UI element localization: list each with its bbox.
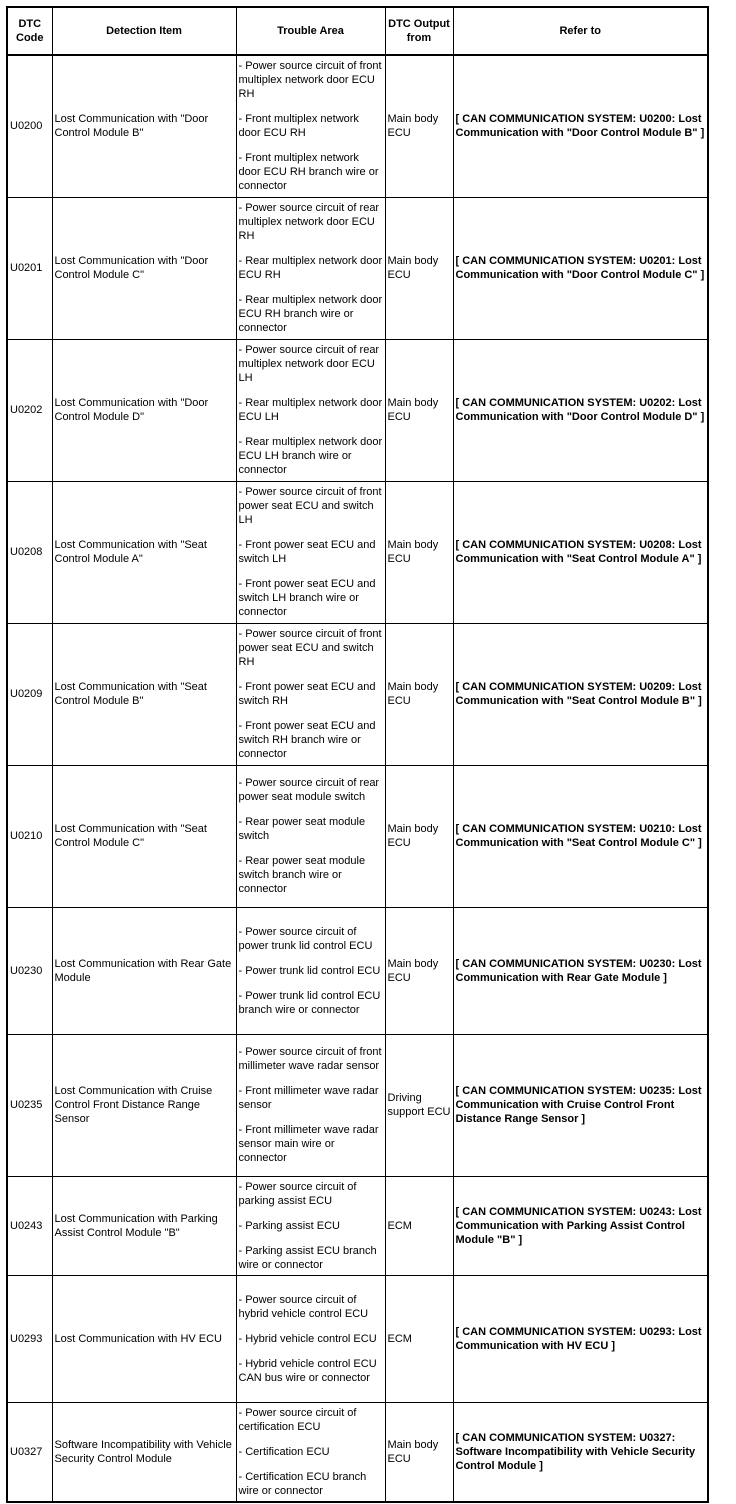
dtc-output-cell: ECM — [385, 1176, 453, 1275]
table-row — [7, 197, 708, 339]
trouble-area-line: - Rear multiplex network door ECU LH — [238, 397, 383, 423]
trouble-area-line: - Power source circuit of front millimeter wave radar sensor — [238, 1046, 382, 1072]
dtc-output-cell: Main body ECU — [385, 907, 453, 1034]
refer-to-link: [ CAN COMMUNICATION SYSTEM: U0235: Lost Communication with Cruise Control Front Distance Range Sensor ] — [453, 1034, 708, 1176]
header-refer-to: Refer to — [453, 7, 708, 55]
trouble-area-cell — [236, 765, 385, 907]
table-row — [7, 907, 708, 1034]
trouble-area-line: - Hybrid vehicle control ECU CAN bus wire or connector — [238, 1357, 377, 1384]
refer-to-link: [ CAN COMMUNICATION SYSTEM: U0210: Lost Communication with "Seat Control Module C" ] — [453, 765, 708, 907]
refer-to-link: [ CAN COMMUNICATION SYSTEM: U0200: Lost Communication with "Door Control Module B" ] — [453, 55, 708, 197]
refer-to-link: [ CAN COMMUNICATION SYSTEM: U0293: Lost Communication with HV ECU ] — [453, 1275, 708, 1402]
refer-to-link: [ CAN COMMUNICATION SYSTEM: U0208: Lost Communication with "Seat Control Module A" ] — [453, 481, 708, 623]
trouble-area-line: - Power trunk lid control ECU branch wire or connector — [238, 989, 381, 1016]
trouble-area-line: - Power source circuit of hybrid vehicle control ECU — [238, 1293, 369, 1320]
trouble-area-line: - Power trunk lid control ECU — [238, 964, 381, 977]
trouble-area-cell — [236, 1402, 385, 1502]
dtc-code-cell: U0235 — [7, 1034, 52, 1176]
trouble-area-line: - Front multiplex network door ECU RH — [238, 113, 359, 140]
refer-to-link: [ CAN COMMUNICATION SYSTEM: U0327: Software Incompatibility with Vehicle Security Control Module ] — [453, 1402, 708, 1502]
dtc-code-cell: U0202 — [7, 339, 52, 481]
refer-to-link: [ CAN COMMUNICATION SYSTEM: U0201: Lost Communication with "Door Control Module C" ] — [453, 197, 708, 339]
detection-item-cell: Lost Communication with "Seat Control Module B" — [52, 623, 236, 765]
detection-item-cell: Lost Communication with "Door Control Module B" — [52, 55, 236, 197]
dtc-output-cell: Main body ECU — [385, 765, 453, 907]
trouble-area-line: - Rear power seat module switch branch wire or connector — [238, 855, 366, 895]
trouble-area-line: - Power source circuit of rear multiplex network door ECU RH — [238, 202, 380, 242]
trouble-area-line: - Front multiplex network door ECU RH branch wire or connector — [238, 152, 379, 193]
trouble-area-line: - Certification ECU branch wire or connector — [238, 1470, 367, 1497]
table-row — [7, 623, 708, 765]
trouble-area-cell — [236, 1034, 385, 1176]
table-row — [7, 339, 708, 481]
dtc-code-cell: U0293 — [7, 1275, 52, 1402]
detection-item-cell: Lost Communication with "Seat Control Module C" — [52, 765, 236, 907]
trouble-area-line: - Power source circuit of front power seat ECU and switch LH — [238, 486, 382, 526]
dtc-code-cell: U0208 — [7, 481, 52, 623]
trouble-area-line: - Hybrid vehicle control ECU — [238, 1332, 377, 1345]
dtc-output-cell: Driving support ECU — [385, 1034, 453, 1176]
dtc-output-cell: Main body ECU — [385, 481, 453, 623]
trouble-area-line: - Power source circuit of power trunk lid control ECU — [238, 925, 373, 952]
dtc-code-cell: U0210 — [7, 765, 52, 907]
dtc-output-cell: Main body ECU — [385, 197, 453, 339]
dtc-output-cell: Main body ECU — [385, 339, 453, 481]
table-row — [7, 1176, 708, 1275]
trouble-area-line: - Front millimeter wave radar sensor main wire or connector — [238, 1124, 379, 1164]
detection-item-cell: Lost Communication with Cruise Control Front Distance Range Sensor — [52, 1034, 236, 1176]
header-trouble-area: Trouble Area — [236, 7, 385, 55]
trouble-area-line: - Power source circuit of parking assist ECU — [238, 1180, 357, 1207]
header-row — [7, 7, 708, 55]
refer-to-link: [ CAN COMMUNICATION SYSTEM: U0243: Lost Communication with Parking Assist Control Module "B" ] — [453, 1176, 708, 1275]
dtc-code-cell: U0201 — [7, 197, 52, 339]
table-row — [7, 1034, 708, 1176]
trouble-area-line: - Rear multiplex network door ECU LH branch wire or connector — [238, 436, 383, 476]
table-row — [7, 481, 708, 623]
detection-item-cell: Software Incompatibility with Vehicle Security Control Module — [52, 1402, 236, 1502]
dtc-code-cell: U0243 — [7, 1176, 52, 1275]
trouble-area-line: - Power source circuit of certification ECU — [238, 1406, 357, 1433]
refer-to-link: [ CAN COMMUNICATION SYSTEM: U0209: Lost Communication with "Seat Control Module B" ] — [453, 623, 708, 765]
trouble-area-line: - Rear multiplex network door ECU RH branch wire or connector — [238, 294, 383, 334]
header-detection-item: Detection Item — [52, 7, 236, 55]
trouble-area-line: - Power source circuit of rear power seat module switch — [238, 777, 380, 803]
trouble-area-line: - Front power seat ECU and switch RH — [238, 681, 376, 707]
trouble-area-cell — [236, 1275, 385, 1402]
trouble-area-line: - Rear power seat module switch — [238, 816, 366, 842]
trouble-area-line: - Front power seat ECU and switch RH branch wire or connector — [238, 720, 376, 760]
trouble-area-cell — [236, 623, 385, 765]
table-row — [7, 1402, 708, 1502]
dtc-output-cell: Main body ECU — [385, 1402, 453, 1502]
dtc-output-cell: Main body ECU — [385, 623, 453, 765]
trouble-area-line: - Front power seat ECU and switch LH — [238, 539, 376, 565]
trouble-area-line: - Parking assist ECU — [238, 1219, 340, 1232]
header-dtc-output: DTC Output from — [385, 7, 453, 55]
dtc-code-cell: U0230 — [7, 907, 52, 1034]
trouble-area-cell — [236, 907, 385, 1034]
trouble-area-line: - Power source circuit of front power seat ECU and switch RH — [238, 628, 382, 668]
trouble-area-cell — [236, 481, 385, 623]
table-header — [7, 7, 708, 55]
detection-item-cell: Lost Communication with "Door Control Module D" — [52, 339, 236, 481]
trouble-area-line: - Parking assist ECU branch wire or connector — [238, 1244, 377, 1271]
trouble-area-line: - Rear multiplex network door ECU RH — [238, 255, 383, 281]
dtc-output-cell: Main body ECU — [385, 55, 453, 197]
dtc-table — [6, 6, 709, 1503]
detection-item-cell: Lost Communication with "Door Control Module C" — [52, 197, 236, 339]
dtc-code-cell: U0327 — [7, 1402, 52, 1502]
table-row — [7, 1275, 708, 1402]
detection-item-cell: Lost Communication with "Seat Control Module A" — [52, 481, 236, 623]
trouble-area-cell — [236, 197, 385, 339]
dtc-output-cell: ECM — [385, 1275, 453, 1402]
detection-item-cell: Lost Communication with HV ECU — [52, 1275, 236, 1402]
dtc-code-cell: U0200 — [7, 55, 52, 197]
dtc-code-cell: U0209 — [7, 623, 52, 765]
table-body — [7, 55, 708, 1502]
trouble-area-line: - Power source circuit of rear multiplex network door ECU LH — [238, 344, 380, 384]
detection-item-cell: Lost Communication with Rear Gate Module — [52, 907, 236, 1034]
table-row — [7, 55, 708, 197]
trouble-area-line: - Front power seat ECU and switch LH branch wire or connector — [238, 578, 376, 618]
detection-item-cell: Lost Communication with Parking Assist Control Module "B" — [52, 1176, 236, 1275]
trouble-area-line: - Certification ECU — [238, 1445, 330, 1458]
table-row — [7, 765, 708, 907]
refer-to-link: [ CAN COMMUNICATION SYSTEM: U0202: Lost Communication with "Door Control Module D" ] — [453, 339, 708, 481]
trouble-area-cell — [236, 1176, 385, 1275]
trouble-area-line: - Front millimeter wave radar sensor — [238, 1085, 379, 1111]
trouble-area-cell — [236, 55, 385, 197]
refer-to-link: [ CAN COMMUNICATION SYSTEM: U0230: Lost Communication with Rear Gate Module ] — [453, 907, 708, 1034]
trouble-area-line: - Power source circuit of front multiplex network door ECU RH — [238, 60, 382, 101]
header-dtc-code: DTC Code — [7, 7, 52, 55]
trouble-area-cell — [236, 339, 385, 481]
